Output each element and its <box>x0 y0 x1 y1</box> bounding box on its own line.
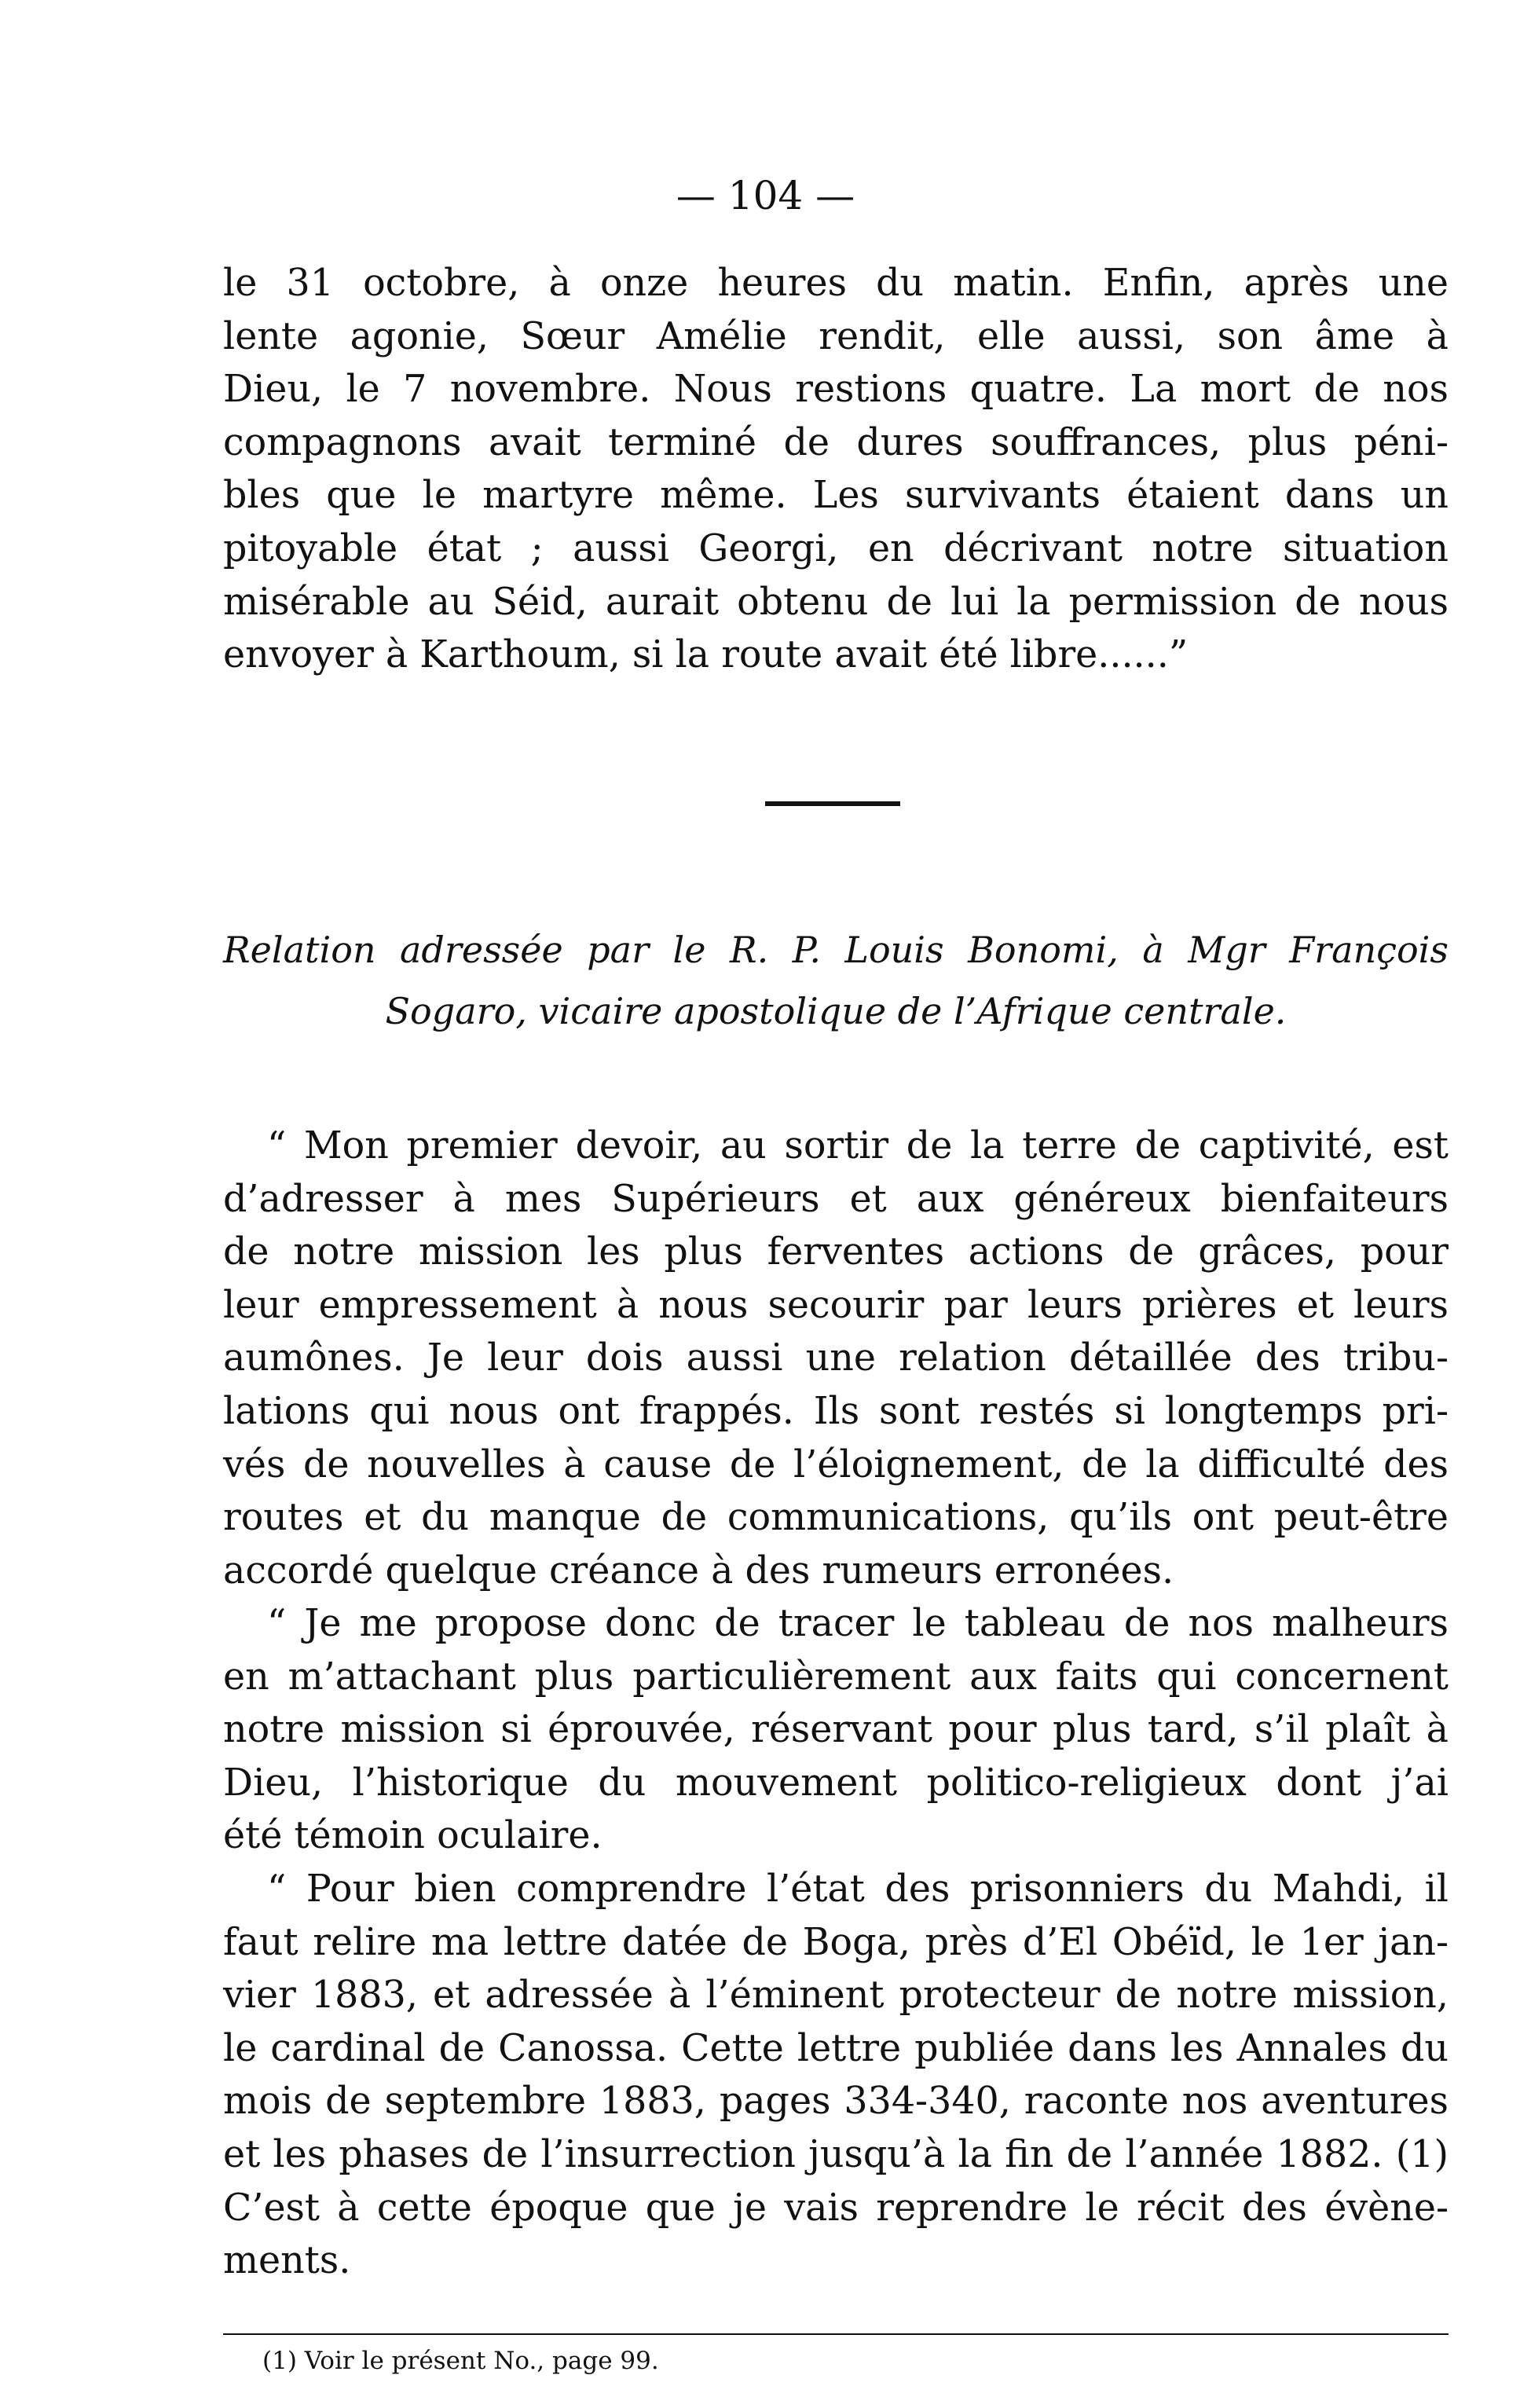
caption-line: Sogaro, vicaire apostolique de l’Afrique centrale. <box>385 990 1287 1032</box>
text-line: de notre mission les plus ferventes actions de grâces, pour <box>223 1230 1449 1274</box>
text-line: ments. <box>223 2239 351 2283</box>
text-line: leur empressement à nous secourir par leurs prières et leurs <box>223 1283 1449 1327</box>
text-line: pitoyable état ; aussi Georgi, en décrivant notre situation <box>223 526 1449 570</box>
text-line: Dieu, l’historique du mouvement politico-religieux dont j’ai <box>223 1761 1449 1805</box>
text-line: “ Je me propose donc de tracer le tableau de nos malheurs <box>267 1602 1449 1645</box>
paragraph-2 <box>223 1120 1449 1597</box>
text-line: bles que le martyre même. Les survivants étaient dans un <box>223 474 1449 518</box>
page-number: — 104 — <box>676 173 855 218</box>
text-line: notre mission si éprouvée, réservant pour plus tard, s’il plaît à <box>223 1708 1449 1752</box>
text-line: misérable au Séid, aurait obtenu de lui la permission de nous <box>223 580 1449 624</box>
paragraph-3 <box>223 1597 1449 1863</box>
text-line: été témoin oculaire. <box>223 1814 603 1858</box>
text-line: mois de septembre 1883, pages 334-340, raconte nos aventures <box>223 2080 1449 2124</box>
text-line: C’est à cette époque que je vais reprendre le récit des évène- <box>223 2186 1449 2230</box>
text-line: d’adresser à mes Supérieurs et aux généreux bienfaiteurs <box>223 1177 1449 1221</box>
text-line: routes et du manque de communications, qu’ils ont peut-être <box>223 1496 1449 1540</box>
text-line: “ Mon premier devoir, au sortir de la terre de captivité, est <box>267 1124 1449 1167</box>
text-line: aumônes. Je leur dois aussi une relation détaillée des tribu- <box>223 1336 1449 1380</box>
text-line: le 31 octobre, à onze heures du matin. Enfin, après une <box>223 262 1449 305</box>
caption-line: Relation adressée par le R. P. Louis Bonomi, à Mgr François <box>223 929 1449 971</box>
section-caption <box>223 919 1449 1042</box>
section-divider <box>765 801 900 806</box>
text-line: compagnons avait terminé de dures souffrances, plus péni- <box>223 420 1449 464</box>
text-line: accordé quelque créance à des rumeurs erronées. <box>223 1549 1174 1593</box>
text-line: lente agonie, Sœur Amélie rendit, elle aussi, son âme à <box>223 314 1449 358</box>
text-line: et les phases de l’insurrection jusqu’à la fin de l’année 1882. (1) <box>223 2132 1449 2176</box>
text-line: faut relire ma lettre datée de Boga, près d’El Obéïd, le 1er jan- <box>223 1920 1449 1964</box>
footnote-divider <box>223 2333 1449 2335</box>
text-line: le cardinal de Canossa. Cette lettre publiée dans les Annales du <box>223 2026 1449 2070</box>
text-line: vés de nouvelles à cause de l’éloignement, de la difficulté des <box>223 1442 1449 1486</box>
paragraph-1 <box>223 257 1449 682</box>
text-line: lations qui nous ont frappés. Ils sont restés si longtemps pri- <box>223 1389 1449 1433</box>
paragraph-4 <box>223 1863 1449 2288</box>
text-line: en m’attachant plus particulièrement aux faits qui concernent <box>223 1655 1449 1699</box>
text-line: vier 1883, et adressée à l’éminent protecteur de notre mission, <box>223 1974 1449 2018</box>
text-line: Dieu, le 7 novembre. Nous restions quatre. La mort de nos <box>223 368 1449 412</box>
footnote: (1) Voir le présent No., page 99. <box>262 2347 659 2375</box>
text-line: “ Pour bien comprendre l’état des prisonniers du Mahdi, il <box>267 1867 1449 1911</box>
text-line: envoyer à Karthoum, si la route avait été libre......” <box>223 633 1189 677</box>
